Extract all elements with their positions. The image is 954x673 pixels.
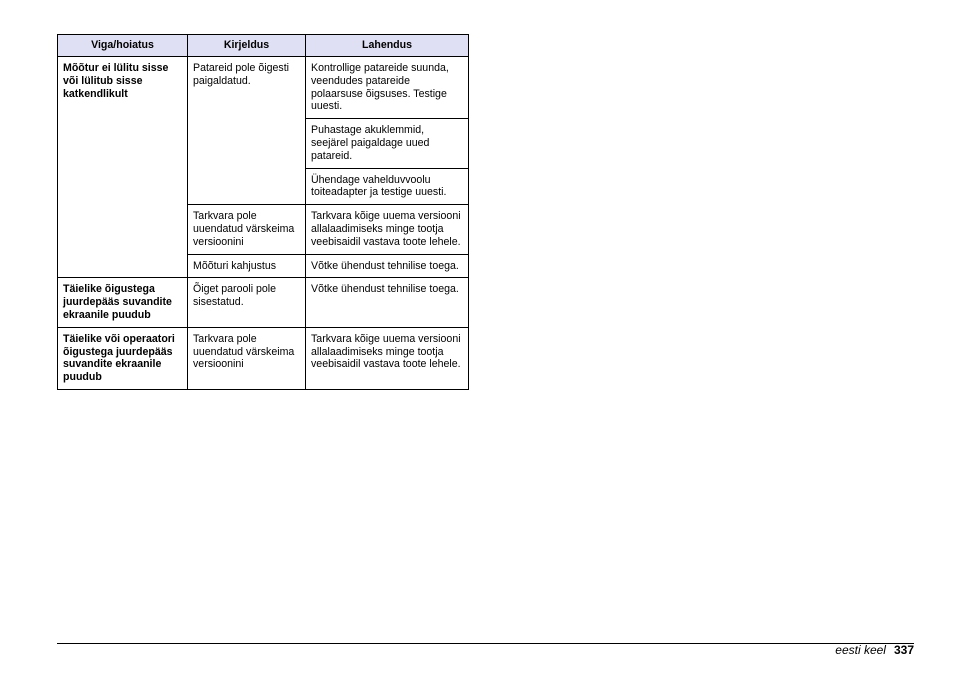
description-cell: Mõõturi kahjustus [188,254,306,278]
solution-cell: Kontrollige patareide suunda, veendudes patareide polaarsuse õigsuses. Testige uuesti. [306,57,469,119]
footer-language: eesti keel [835,643,886,657]
solution-cell: Võtke ühendust tehnilise toega. [306,254,469,278]
table-header-row [58,35,469,57]
description-cell: Õiget parooli pole sisestatud. [188,278,306,327]
solution-cell: Võtke ühendust tehnilise toega. [306,278,469,327]
header-description: Kirjeldus [188,35,306,57]
solution-cell: Tarkvara kõige uuema versiooni allalaadimiseks minge tootja veebisaidil vastava toote lehele. [306,327,469,389]
header-solution: Lahendus [306,35,469,57]
header-error: Viga/hoiatus [58,35,188,57]
solution-cell: Puhastage akuklemmid, seejärel paigaldage uued patareid. [306,119,469,168]
page-footer [835,643,914,657]
solution-cell: Ühendage vahelduvvoolu toiteadapter ja testige uuesti. [306,168,469,205]
error-cell: Mõõtur ei lülitu sisse või lülitub sisse katkendlikult [58,57,188,278]
description-cell: Tarkvara pole uuendatud värskeima versioonini [188,327,306,389]
table-row [58,278,469,327]
description-cell: Tarkvara pole uuendatud värskeima versioonini [188,205,306,254]
table-row [58,57,469,119]
error-cell: Täielike õigustega juurdepääs suvandite ekraanile puudub [58,278,188,327]
troubleshooting-table [57,34,469,390]
solution-cell: Tarkvara kõige uuema versiooni allalaadimiseks minge tootja veebisaidil vastava toote lehele. [306,205,469,254]
error-cell: Täielike või operaatori õigustega juurdepääs suvandite ekraanile puudub [58,327,188,389]
page-number: 337 [893,643,914,657]
description-cell: Patareid pole õigesti paigaldatud. [188,57,306,205]
table-row [58,327,469,389]
footer-rule [57,643,914,644]
